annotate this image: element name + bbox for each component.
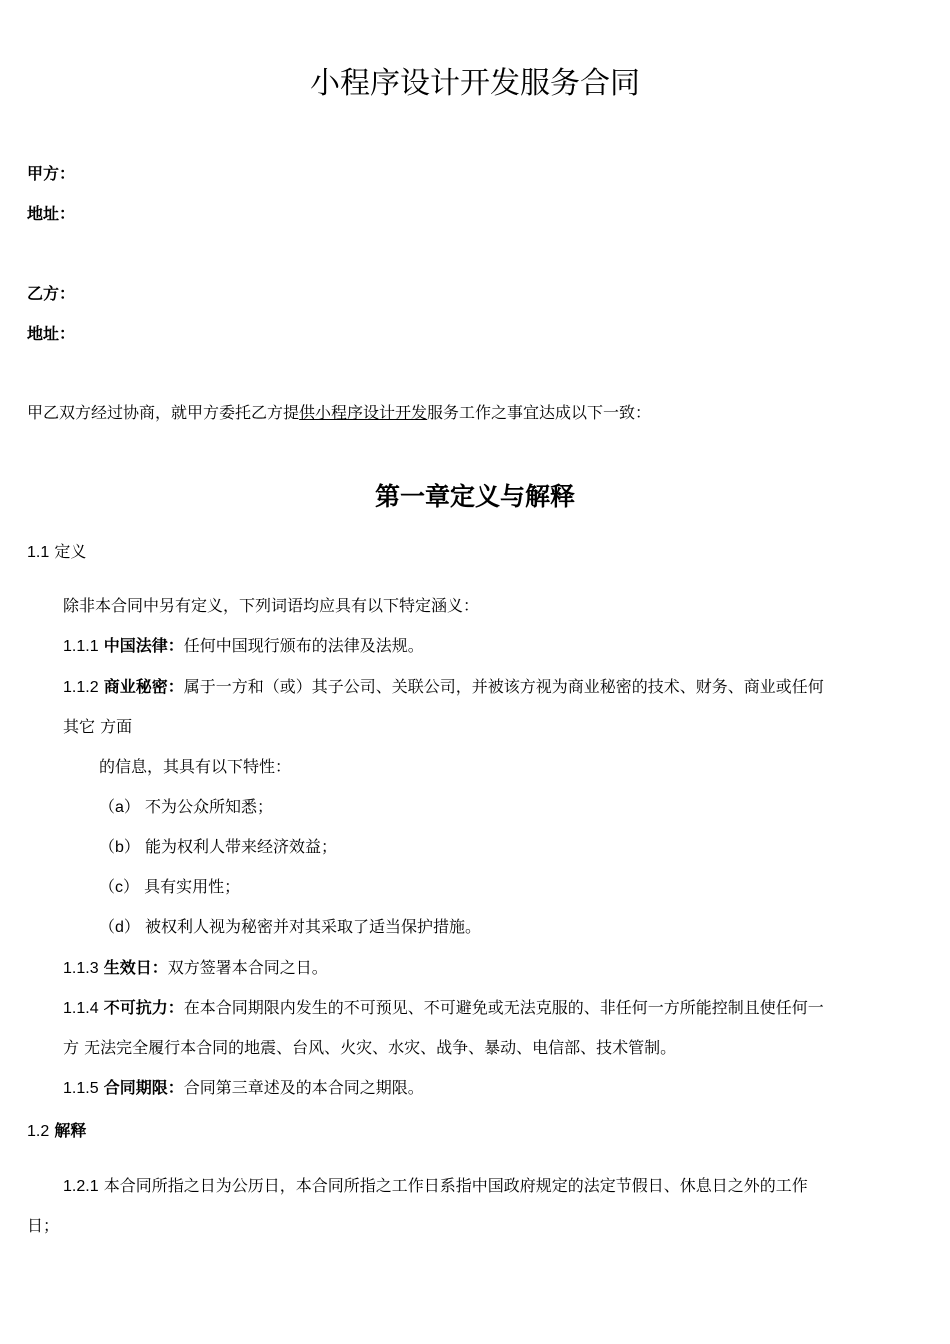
intro-text-underlined: 供小程序设计开发: [299, 403, 428, 422]
party-a-label: 甲方：: [27, 164, 76, 183]
clause-number: 1.2.1: [63, 1178, 99, 1195]
definition-text: 双方签署本合同之日。: [167, 958, 328, 977]
definition-1-1-2-line2: 其它 方面: [63, 717, 133, 736]
definition-term: 生效日：: [103, 958, 168, 977]
list-item-text: 被权利人视为秘密并对其采取了适当保护措施。: [145, 917, 482, 936]
definitions-lead: 除非本合同中另有定义，下列词语均应具有以下特定涵义：: [63, 596, 480, 615]
list-item-text: 不为公众所知悉；: [145, 797, 274, 816]
section-1-2-heading: [27, 1120, 86, 1143]
definition-term: 不可抗力：: [103, 998, 184, 1017]
section-1-1-heading: [27, 541, 86, 564]
party-b-label: 乙方：: [27, 284, 76, 303]
list-item-text: 能为权利人带来经济效益；: [145, 837, 338, 856]
contract-title: 小程序设计开发服务合同: [310, 66, 640, 101]
section-1-1-title: 定义: [54, 542, 87, 561]
definition-1-1-4-line2: 方 无法完全履行本合同的地震、台风、火灾、水灾、战争、暴动、电信部、技术管制。: [63, 1038, 677, 1057]
definition-number: 1.1.5: [63, 1080, 99, 1097]
section-1-2-title: 解释: [54, 1121, 87, 1140]
list-item-a: [99, 795, 273, 820]
list-item-b: [99, 835, 337, 860]
definition-term: 合同期限：: [103, 1078, 184, 1097]
section-1-2-number: 1.2: [27, 1123, 50, 1140]
clause-1-2-1-line2: 日；: [27, 1216, 60, 1235]
list-item-text: 具有实用性；: [144, 877, 241, 896]
intro-text-after: 服务工作之事宜达成以下一致：: [427, 403, 652, 422]
definition-text: 合同第三章述及的本合同之期限。: [183, 1078, 424, 1097]
definition-1-1-2: [63, 675, 824, 700]
clause-1-2-1: [63, 1174, 808, 1199]
list-item-mark: （d）: [99, 919, 140, 936]
list-item-mark: （b）: [99, 839, 140, 856]
chapter-1-title: 第一章定义与解释: [374, 482, 575, 511]
definition-text: 属于一方和（或）其子公司、关联公司，并被该方视为商业秘密的技术、财务、商业或任何: [183, 677, 824, 696]
definition-text: 在本合同期限内发生的不可预见、不可避免或无法克服的、非任何一方所能控制且使任何一: [183, 998, 824, 1017]
list-item-d: [99, 915, 481, 940]
section-1-1-number: 1.1: [27, 544, 50, 561]
definition-number: 1.1.4: [63, 1000, 99, 1017]
definition-1-1-3: [63, 956, 328, 981]
list-item-mark: （a）: [99, 799, 140, 816]
definition-number: 1.1.3: [63, 960, 99, 977]
clause-text: 本合同所指之日为公历日，本合同所指之工作日系指中国政府规定的法定节假日、休息日之外的工作: [103, 1176, 808, 1195]
list-item-mark: （c）: [99, 879, 140, 896]
definition-1-1-2-line3: 的信息，其具有以下特性：: [99, 757, 292, 776]
definition-term: 中国法律：: [103, 636, 184, 655]
definition-1-1-5: [63, 1076, 424, 1101]
definition-term: 商业秘密：: [103, 677, 184, 696]
definition-number: 1.1.2: [63, 679, 99, 696]
definition-number: 1.1.1: [63, 638, 99, 655]
definition-1-1-4: [63, 996, 824, 1021]
party-b-address-label: 地址：: [27, 324, 76, 343]
definition-1-1-1: [63, 634, 424, 659]
definition-text: 任何中国现行颁布的法律及法规。: [183, 636, 424, 655]
intro-paragraph: [27, 401, 651, 425]
list-item-c: [99, 875, 240, 900]
party-a-address-label: 地址：: [27, 204, 76, 223]
intro-text-before: 甲乙双方经过协商，就甲方委托乙方提: [27, 403, 300, 422]
